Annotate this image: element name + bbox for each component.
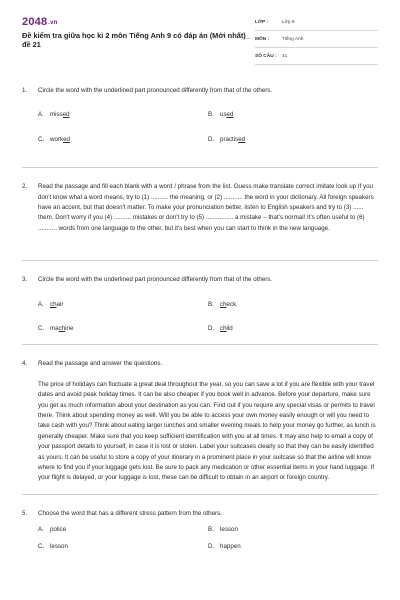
question-number: 3.	[22, 276, 28, 284]
option-c[interactable]	[38, 324, 208, 334]
question-text: Choose the word that has a different stress pattern from the others.	[38, 509, 222, 517]
question-2	[22, 182, 378, 234]
option-d[interactable]	[208, 542, 378, 552]
underlined-part: ch	[58, 325, 66, 333]
meta-label-count: SỐ CÂU :	[255, 53, 277, 59]
document-title: Đề kiểm tra giữa học kì 2 môn Tiếng Anh 9 có đáp án (Mới nhất)_ đề 21	[22, 31, 250, 49]
question-text: Read the passage and answer the questions.	[38, 360, 163, 368]
divider	[22, 494, 378, 495]
question-number: 5.	[22, 509, 28, 517]
question-number: 4.	[22, 360, 28, 368]
option-letter: C.	[38, 542, 45, 550]
option-b[interactable]	[208, 525, 378, 535]
option-word	[50, 110, 70, 120]
meta-value-count: 41	[282, 53, 288, 59]
meta-row-class	[255, 14, 378, 31]
option-d[interactable]	[208, 135, 378, 145]
option-word: police	[50, 526, 67, 534]
option-b[interactable]	[208, 110, 378, 120]
meta-label-subject: MÔN :	[255, 36, 270, 42]
option-word	[220, 135, 245, 145]
word-part: air	[56, 300, 64, 308]
word-part: eck	[226, 300, 237, 308]
option-b[interactable]	[208, 300, 378, 310]
option-letter: D.	[208, 542, 215, 550]
question-1	[22, 86, 378, 159]
option-letter: D.	[208, 135, 215, 143]
meta-row-subject	[255, 31, 378, 48]
option-a[interactable]	[38, 300, 208, 310]
option-letter: C.	[38, 135, 45, 143]
answer-options	[38, 110, 378, 159]
option-c[interactable]	[38, 542, 208, 552]
underlined-part: ed	[63, 135, 70, 143]
option-word	[50, 324, 73, 334]
question-number: 2.	[22, 183, 28, 191]
word-part: miss	[50, 111, 63, 119]
reading-passage: The price of holidays can fluctuate a great deal throughout the year, so you can save a lot if you are flexible with your travel dates and avoid peak holiday times. It can be also cheaper if you book well in advance. Before your departure, make sure you get as much information about your destination as you can. Find out if you require any special visas or permits to travel there. Think about spending money as well. Will you be able to access your own money easily enough or will you need to take cash with you? Think about eating larger lunches and smaller evening meals to help your money go further, as lunch is generally cheaper. Make sure that you keep sufficient identification with you at all times. It may also help to email a copy of your passport details to yourself, in case it is lost or stolen. Label your suitcases clearly so that they can be easily identified as yours. It can be useful to store a copy of your itinerary in a prominent place in your suitcase so that the airline will know where to find you if your luggage gets lost. Be sure to pack any medication or other essential items in your hand luggage. If your flight is delayed, or your luggage is lost, these can be difficult to obtain in an airport or foreign country.	[38, 380, 376, 482]
option-a[interactable]	[38, 110, 208, 120]
word-part: work	[50, 135, 64, 143]
meta-table	[255, 14, 378, 65]
option-word	[220, 110, 233, 120]
option-letter: B.	[208, 526, 214, 534]
meta-value-subject: Tiếng Anh	[282, 36, 304, 42]
divider	[22, 167, 378, 168]
option-word: lesson	[220, 526, 238, 534]
underlined-part: ch	[220, 300, 227, 308]
question-4	[22, 359, 378, 483]
question-5	[22, 509, 378, 566]
option-word	[50, 135, 70, 145]
site-logo[interactable]	[22, 16, 58, 28]
question-number: 1.	[22, 87, 28, 94]
word-part: ild	[226, 325, 233, 333]
option-word	[220, 300, 236, 310]
option-d[interactable]	[208, 324, 378, 334]
option-letter: B.	[208, 300, 214, 308]
question-text: Circle the word with the underlined part pronounced differently from that of the others.	[38, 276, 273, 284]
option-letter: A.	[38, 111, 44, 119]
option-letter: A.	[38, 300, 44, 308]
option-c[interactable]	[38, 135, 208, 145]
answer-options	[38, 525, 378, 566]
question-3	[22, 275, 378, 348]
option-word	[220, 324, 233, 334]
question-text: Circle the word with the underlined part pronounced differently from that of the others.	[38, 87, 273, 94]
option-word	[50, 300, 63, 310]
word-part: ma	[50, 325, 59, 333]
word-part: practis	[220, 135, 239, 143]
option-word: happen	[220, 542, 241, 550]
underlined-part: ed	[226, 111, 234, 119]
meta-value-class: Lớp 9	[282, 19, 295, 25]
underlined-part: ch	[220, 325, 227, 333]
document-header	[22, 14, 378, 62]
option-word: lesson	[50, 542, 68, 550]
underlined-part: ed	[62, 111, 70, 119]
question-list	[22, 86, 378, 566]
option-letter: B.	[208, 111, 214, 119]
answer-options	[38, 300, 378, 349]
logo-suffix: .vn	[48, 20, 58, 26]
option-letter: A.	[38, 526, 44, 534]
meta-row-count	[255, 48, 378, 65]
logo-text: 2048	[22, 16, 48, 28]
divider	[22, 260, 378, 261]
option-a[interactable]	[38, 525, 208, 535]
option-letter: D.	[208, 325, 215, 333]
underlined-part: ed	[238, 135, 246, 143]
word-part: ine	[65, 325, 74, 333]
underlined-part: ch	[50, 300, 57, 308]
option-letter: C.	[38, 325, 45, 333]
question-text: Read the passage and fill each blank with a word / phrase from the list. Guess make translate correct imitate look up If you don't know what a word means, try to (1) .......... the meaning, or (2) ........... the word in your dictionary. All foreign speakers have an accent, but that doesn't matter. To make your pronunciation better, listen to English speakers and try to (3) ...... them. Don't worry if you (4) .......... mistakes or don't try to (5) ................ a mistake – that's normal! It's often useful to (6) ........... words from one language to the other, but it's best when you can start to think in the new language.	[38, 183, 374, 232]
meta-label-class: LỚP :	[255, 19, 269, 25]
word-part: us	[220, 111, 227, 119]
